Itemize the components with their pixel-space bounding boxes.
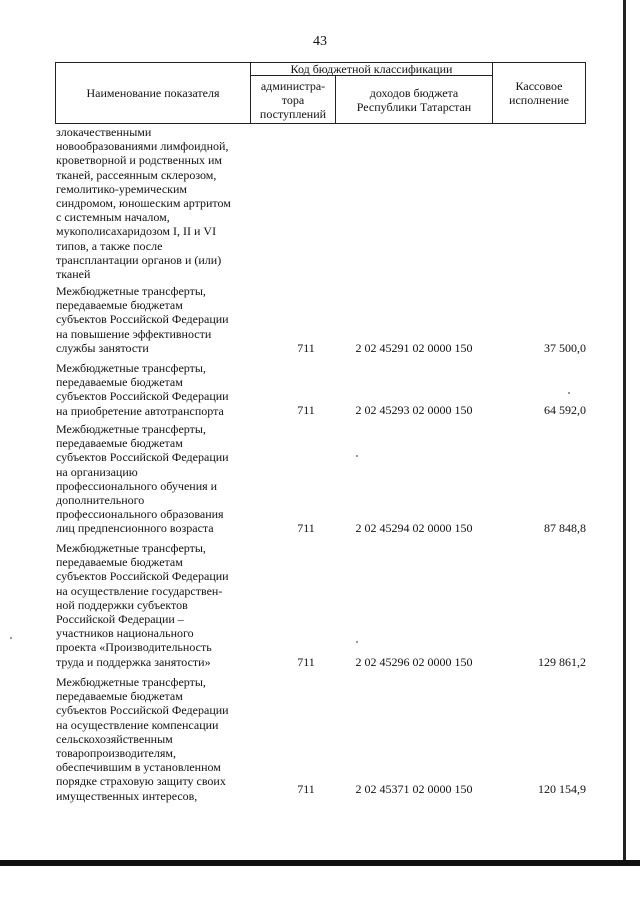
row-name-line: дополнительного bbox=[56, 493, 145, 508]
row-name bbox=[56, 361, 275, 418]
row-admin-code: 711 bbox=[297, 782, 315, 796]
row-name-line: на организацию bbox=[56, 464, 138, 479]
row-name-line: Российской Федерации – bbox=[56, 612, 184, 627]
header-income-column bbox=[336, 86, 492, 114]
scan-speck bbox=[568, 392, 570, 394]
row-admin-code: 711 bbox=[297, 341, 315, 355]
header-right-border bbox=[585, 62, 586, 124]
row-name-line: передаваемые бюджетам bbox=[56, 436, 183, 451]
header-admin-line: администра- bbox=[260, 79, 326, 93]
row-name-line: типов, а также после bbox=[56, 238, 163, 253]
row-name-line: товаропроизводителям, bbox=[56, 746, 176, 761]
row-name-line: участников национального bbox=[56, 626, 194, 641]
header-income-line: доходов бюджета bbox=[369, 86, 459, 100]
header-code-group: Код бюджетной классификации bbox=[290, 62, 453, 76]
header-admin-line: поступлений bbox=[259, 107, 327, 121]
row-name-line: с системным началом, bbox=[56, 210, 170, 225]
row-name-line: тканей bbox=[56, 267, 91, 282]
row-name-line: передаваемые бюджетам bbox=[56, 298, 183, 313]
header-name-column: Наименование показателя bbox=[86, 86, 220, 100]
row-name bbox=[56, 541, 275, 669]
row-name bbox=[56, 675, 275, 803]
row-budget-code: 2 02 45291 02 0000 150 bbox=[355, 341, 473, 355]
row-name-line: передаваемые бюджетам bbox=[56, 689, 183, 704]
row-name-line: профессионального обучения и bbox=[56, 478, 218, 493]
row-name-line: проекта «Производительность bbox=[56, 640, 212, 655]
row-amount: 120 154,9 bbox=[538, 782, 586, 796]
row-budget-code: 2 02 45371 02 0000 150 bbox=[355, 782, 473, 796]
row-name-line: кроветворной и родственных им bbox=[56, 153, 223, 168]
row-amount: 64 592,0 bbox=[544, 403, 586, 417]
row-name bbox=[56, 284, 275, 355]
row-admin-code: 711 bbox=[297, 655, 315, 669]
row-name-line: на приобретение автотранспорта bbox=[56, 403, 224, 418]
row-name-line: передаваемые бюджетам bbox=[56, 555, 183, 570]
row-name-line: Межбюджетные трансферты, bbox=[56, 361, 206, 375]
header-amount-line: исполнение bbox=[509, 93, 569, 107]
row-name-line: тканей, рассеянным склерозом, bbox=[56, 167, 217, 182]
row-name-line: сельскохозяйственным bbox=[56, 731, 173, 746]
row-name bbox=[56, 125, 275, 281]
row-name-line: гемолитико-уремическим bbox=[56, 181, 187, 196]
row-name bbox=[56, 422, 275, 536]
header-bottom-border bbox=[55, 123, 586, 124]
row-name-line: Межбюджетные трансферты, bbox=[56, 541, 206, 555]
header-amount-line: Кассовое bbox=[515, 79, 563, 93]
header-income-line: Республики Татарстан bbox=[356, 100, 472, 114]
row-name-line: труда и поддержка занятости» bbox=[56, 654, 211, 669]
header-admin-line: тора bbox=[281, 93, 305, 107]
row-name-line: субъектов Российской Федерации bbox=[56, 312, 229, 327]
scan-edge-shadow bbox=[623, 0, 626, 860]
row-admin-code: 711 bbox=[297, 521, 315, 535]
row-name-line: на повышение эффективности bbox=[56, 326, 212, 341]
row-name-line: на осуществление компенсации bbox=[56, 717, 219, 732]
row-name-line: передаваемые бюджетам bbox=[56, 375, 183, 390]
row-name-line: трансплантации органов и (или) bbox=[56, 252, 222, 267]
row-name-line: субъектов Российской Федерации bbox=[56, 450, 229, 465]
page-number: 43 bbox=[313, 34, 327, 49]
row-admin-code: 711 bbox=[297, 403, 315, 417]
row-name-line: профессионального образования bbox=[56, 507, 224, 522]
row-amount: 129 861,2 bbox=[538, 655, 586, 669]
row-name-line: порядке страховую защиту своих bbox=[56, 774, 226, 789]
row-budget-code: 2 02 45296 02 0000 150 bbox=[355, 655, 473, 669]
row-name-line: синдромом, юношеским артритом bbox=[56, 196, 231, 211]
row-name-line: лиц предпенсионного возраста bbox=[56, 521, 214, 536]
row-name-line: Межбюджетные трансферты, bbox=[56, 675, 206, 689]
row-name-line: новообразованиями лимфоидной, bbox=[56, 139, 229, 154]
row-name-line: на осуществление государствен- bbox=[56, 583, 223, 598]
scan-speck bbox=[356, 641, 358, 643]
row-name-line: обеспечившим в установленном bbox=[56, 760, 221, 775]
header-amount-column bbox=[493, 79, 585, 107]
scan-speck bbox=[356, 455, 358, 457]
row-name-line: субъектов Российской Федерации bbox=[56, 569, 229, 584]
row-name-line: службы занятости bbox=[56, 340, 149, 355]
scan-speck bbox=[10, 637, 12, 639]
row-name-line: субъектов Российской Федерации bbox=[56, 703, 229, 718]
row-name-line: Межбюджетные трансферты, bbox=[56, 284, 206, 298]
row-name-line: мукополисахаридозом I, II и VI bbox=[56, 224, 217, 239]
row-amount: 87 848,8 bbox=[544, 521, 586, 535]
row-budget-code: 2 02 45293 02 0000 150 bbox=[355, 403, 473, 417]
row-name-line: имущественных интересов, bbox=[56, 788, 198, 803]
header-admin-column bbox=[251, 79, 335, 121]
row-amount: 37 500,0 bbox=[544, 341, 586, 355]
row-name-line: Межбюджетные трансферты, bbox=[56, 422, 206, 436]
row-name-line: злокачественными bbox=[56, 125, 152, 139]
row-budget-code: 2 02 45294 02 0000 150 bbox=[355, 521, 473, 535]
row-name-line: субъектов Российской Федерации bbox=[56, 389, 229, 404]
scan-bottom-band bbox=[0, 860, 640, 866]
row-name-line: ной поддержки субъектов bbox=[56, 597, 188, 612]
